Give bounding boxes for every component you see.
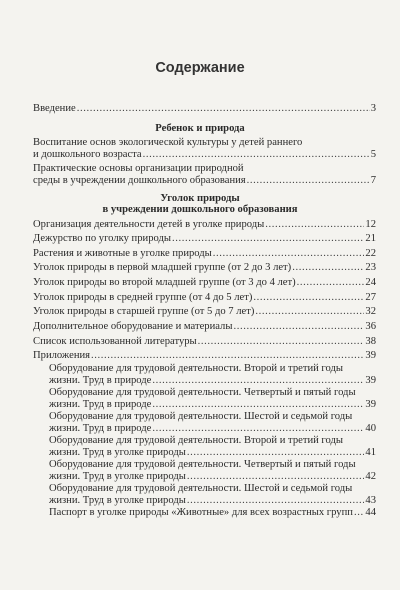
toc-entry-text: жизни. Труд в уголке природы bbox=[49, 471, 186, 482]
toc-entry-page: 39 bbox=[365, 375, 376, 386]
toc-entry-text: Паспорт в уголке природы «Животные» для всех возрастных групп bbox=[49, 507, 353, 518]
toc-entry-page: 43 bbox=[365, 495, 376, 506]
toc-entry-text: жизни. Труд в уголке природы bbox=[49, 447, 186, 458]
toc-entry-text: Дополнительное оборудование и материалы bbox=[33, 321, 233, 332]
toc-entry-text: Уголок природы в первой младшей группе (от 2 до 3 лет) bbox=[33, 262, 292, 273]
appendix-entry bbox=[49, 375, 376, 387]
toc-entry-page: 38 bbox=[365, 336, 376, 347]
toc-entry-page: 27 bbox=[365, 292, 376, 303]
toc-entry-page: 7 bbox=[370, 175, 376, 186]
toc-entry-text: Уголок природы во второй младшей группе (от 3 до 4 лет) bbox=[33, 277, 296, 288]
appendix-entry-text: Оборудование для трудовой деятельности. Четвертый и пятый годы bbox=[49, 387, 356, 398]
toc-entry-text: среды в учреждении дошкольного образования bbox=[33, 175, 246, 186]
toc-entry-text: Воспитание основ экологической культуры у детей раннего bbox=[33, 137, 303, 148]
appendix-entry bbox=[49, 447, 376, 459]
toc-entry bbox=[33, 292, 376, 304]
toc-entry-text: Растения и животные в уголке природы bbox=[33, 248, 212, 259]
toc-entry-page: 3 bbox=[370, 103, 376, 114]
toc-entry bbox=[33, 248, 376, 260]
appendix-entry bbox=[49, 471, 376, 483]
appendix-entry-text: Оборудование для трудовой деятельности. Шестой и седьмой годы bbox=[49, 483, 353, 494]
toc-entry-text: Список использованной литературы bbox=[33, 336, 197, 347]
toc-entry bbox=[33, 336, 376, 348]
appendix-entry-text: Оборудование для трудовой деятельности. Второй и третий годы bbox=[49, 363, 344, 374]
toc-entry bbox=[33, 306, 376, 318]
toc-entry-text: и дошкольного возраста bbox=[33, 149, 142, 160]
section-heading: Ребенок и природа bbox=[155, 123, 245, 134]
toc-entry bbox=[33, 219, 376, 231]
appendix-entry bbox=[49, 507, 376, 519]
toc-entry-page: 22 bbox=[365, 248, 376, 259]
toc-entry-intro bbox=[33, 103, 376, 115]
toc-entry-page: 39 bbox=[365, 350, 376, 361]
toc-entry bbox=[33, 350, 376, 362]
toc-entry-page: 36 bbox=[365, 321, 376, 332]
toc-entry-page: 41 bbox=[365, 447, 376, 458]
appendix-entry bbox=[49, 399, 376, 411]
toc-entry bbox=[33, 262, 376, 274]
toc-entry-page: 12 bbox=[365, 219, 376, 230]
toc-entry-text: жизни. Труд в природе bbox=[49, 375, 152, 386]
toc-entry-page: 39 bbox=[365, 399, 376, 410]
toc-entry-text: жизни. Труд в природе bbox=[49, 423, 152, 434]
appendix-entry bbox=[49, 423, 376, 435]
toc-entry-page: 5 bbox=[370, 149, 376, 160]
toc-entry-text: Организация деятельности детей в уголке природы bbox=[33, 219, 265, 230]
section-heading: Уголок природы bbox=[160, 193, 240, 204]
toc-entry-page: 44 bbox=[365, 507, 376, 518]
toc-entry-text: жизни. Труд в уголке природы bbox=[49, 495, 186, 506]
toc-entry bbox=[33, 321, 376, 333]
appendix-entry bbox=[49, 495, 376, 507]
toc-entry bbox=[33, 233, 376, 245]
toc-entry-page: 23 bbox=[365, 262, 376, 273]
toc-entry-text: Дежурство по уголку природы bbox=[33, 233, 171, 244]
toc-entry-text: Приложения bbox=[33, 350, 91, 361]
toc-entry-page: 21 bbox=[365, 233, 376, 244]
appendix-entry-text: Оборудование для трудовой деятельности. Второй и третий годы bbox=[49, 435, 344, 446]
toc-entry-text: Введение bbox=[33, 103, 76, 114]
toc-entry-text: Уголок природы в средней группе (от 4 до 5 лет) bbox=[33, 292, 253, 303]
toc-entry bbox=[33, 149, 376, 161]
page-title: Содержание bbox=[155, 60, 245, 76]
toc-entry-page: 24 bbox=[365, 277, 376, 288]
toc-entry-page: 40 bbox=[365, 423, 376, 434]
toc-entry-text: Практические основы организации природной bbox=[33, 163, 244, 174]
toc-entry bbox=[33, 175, 376, 187]
toc-entry-page: 32 bbox=[365, 306, 376, 317]
toc-entry-text: Уголок природы в старшей группе (от 5 до 7 лет) bbox=[33, 306, 255, 317]
toc-entry-page: 42 bbox=[365, 471, 376, 482]
section-heading: в учреждении дошкольного образования bbox=[102, 204, 298, 215]
toc-entry-text: жизни. Труд в природе bbox=[49, 399, 152, 410]
toc-entry bbox=[33, 277, 376, 289]
appendix-entry-text: Оборудование для трудовой деятельности. Шестой и седьмой годы bbox=[49, 411, 353, 422]
appendix-entry-text: Оборудование для трудовой деятельности. Четвертый и пятый годы bbox=[49, 459, 356, 470]
